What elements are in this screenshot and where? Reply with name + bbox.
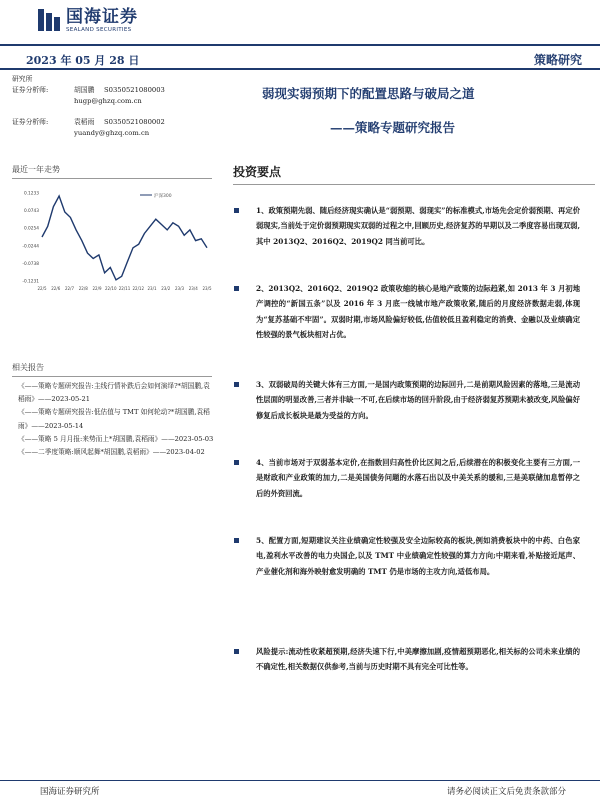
key-point-text: 3、双弱破局的关键大体有三方面,一是国内政策预期的边际回升,二是前期风险因素的落地,三是流动性层面的明显改善,三者并非缺一不可,在后续市场的回升阶段,由于经济弱复苏预期未被改变,风险偏好修复后成长板块是最为受益的方向。: [256, 380, 580, 420]
report-subtitle: ——策略专题研究报告: [330, 120, 456, 135]
report-date: 2023 年 05 月 28 日: [26, 54, 140, 67]
key-point-text: 2、2013Q2、2016Q2、2019Q2 政策收缩的核心是地产政策的边际趋紧,如 2013 年 3 月初地产调控的“新国五条”以及 2016 年 3 月底一线城市地产政策收紧,随后的月度经济数据走弱,体现为“复苏基础不牢固”。双弱时期,市场风险偏好较低,估值较低且盈利稳定的消费、金融以及业绩确定性较强的景气板块相对占优。: [256, 284, 580, 340]
risk-warning-text: 风险提示:流动性收紧超预期,经济失速下行,中美摩擦加剧,疫情超预期恶化,相关标的公司未来业绩的不确定性,相关数据仅供参考,当前与历史时期不具有完全可比性等。: [256, 647, 580, 672]
related-report-item[interactable]: 《——策略专题研究报告:主线行情补跌后会如何演绎?*胡国鹏,袁稻雨》——2023-05-21: [18, 382, 210, 404]
analyst-label: 证券分析师:: [12, 118, 49, 126]
y-tick-label: 0.0254: [23, 226, 39, 232]
logo-chinese-name: 国海证券: [66, 7, 138, 27]
legend-label: 沪深300: [154, 194, 172, 199]
x-tick-label: 22/9: [92, 286, 102, 291]
x-tick-label: 22/7: [65, 286, 74, 291]
risk-warning: [236, 644, 580, 675]
y-tick-label: -0.1231: [22, 279, 39, 285]
page-footer: [0, 780, 600, 800]
related-report-item[interactable]: 《——二季度策略:顺风起舞*胡国鹏,袁稻雨》——2023-04-02: [18, 448, 205, 457]
institute-label: 研究所: [12, 75, 33, 83]
key-point-text: 1、政策预期先弱、随后经济现实确认是“弱预期、弱现实”的标准模式,市场先会定价弱预期、再定价弱现实,当前处于定价弱预期现实双弱的过程之中,回顾历史,经济复苏的早期以及二季度容易出现双弱,其中 2013Q2、2016Q2、2019Q2 同当前可比。: [256, 206, 580, 246]
y-tick-label: 0.0743: [23, 209, 39, 215]
key-point-item: [236, 377, 580, 423]
logo-english-name: SEALAND SECURITIES: [66, 27, 132, 33]
x-tick-label: 23/1: [147, 286, 157, 291]
analyst-email[interactable]: yuandy@ghzq.com.cn: [74, 129, 150, 137]
x-tick-label: 22/5: [37, 286, 47, 291]
analyst-label: 证券分析师:: [12, 86, 49, 94]
key-point-item: [236, 281, 580, 343]
y-tick-label: 0.1233: [23, 191, 39, 197]
key-point-item: [236, 455, 580, 501]
x-tick-label: 22/11: [118, 286, 131, 291]
trend-section-title: 最近一年走势: [12, 164, 212, 179]
key-point-item: [236, 203, 580, 249]
analyst-license: S0350521080002: [104, 118, 165, 126]
x-tick-label: 23/5: [202, 286, 212, 291]
header-bar: [0, 44, 600, 70]
logo-mark-icon: [38, 9, 60, 31]
x-tick-label: 23/2: [161, 286, 171, 291]
related-report-item[interactable]: 《——策略 5 月月报:来势而上*胡国鹏,袁稻雨》——2023-05-03: [18, 434, 214, 443]
trend-chart: [12, 185, 212, 295]
analyst-email[interactable]: hugp@ghzq.com.cn: [74, 97, 142, 105]
x-tick-label: 23/4: [188, 286, 198, 291]
key-point-text: 5、配置方面,短期建议关注业绩确定性较强及安全边际较高的板块,例如消费板块中的中药、白色家电,盈利水平改善的电力央国企,以及 TMT 中业绩确定性较强的算力方向;中期来看,补贴接近尾声、产业催化剂和海外映射愈发明确的 TMT 仍是市场的主攻方向,适低布局。: [256, 536, 580, 576]
key-points-title: 投资要点: [233, 163, 595, 185]
x-tick-label: 22/6: [51, 286, 61, 291]
y-tick-label: -0.0244: [22, 244, 39, 250]
x-tick-label: 23/3: [175, 286, 184, 291]
report-title: 弱现实弱预期下的配置思路与破局之道: [262, 86, 475, 101]
analyst-license: S0350521080003: [104, 86, 165, 94]
footer-institute: 国海证券研究所: [40, 787, 100, 797]
footer-disclaimer: 请务必阅读正文后免责条款部分: [446, 787, 566, 797]
key-point-item: [236, 533, 580, 579]
x-tick-label: 22/12: [132, 286, 145, 291]
related-reports-list: [18, 380, 214, 459]
analyst-info: [12, 74, 212, 139]
key-point-text: 4、当前市场对于双弱基本定价,在指数回归高性价比区间之后,后续潜在的积极变化主要有三方面,一是财政和产业政策的加力,二是美国债务问题的水落石出以及中美关系的缓和,三是美联储加息暂停之后的外资回流。: [256, 458, 580, 498]
analyst-name: 胡国鹏: [74, 86, 95, 94]
x-tick-label: 22/10: [104, 286, 117, 291]
x-tick-label: 22/8: [78, 286, 88, 291]
trend-series-line: [42, 196, 207, 280]
related-section-title: 相关报告: [12, 362, 212, 377]
company-logo: [38, 6, 138, 34]
analyst-name: 袁稻雨: [74, 118, 95, 126]
related-report-item[interactable]: 《——策略专题研究报告:低估值与 TMT 如何轮动?*胡国鹏,袁稻雨》——2023-05-14: [18, 408, 210, 430]
y-tick-label: -0.0738: [22, 261, 39, 267]
report-type: 策略研究: [533, 53, 582, 67]
